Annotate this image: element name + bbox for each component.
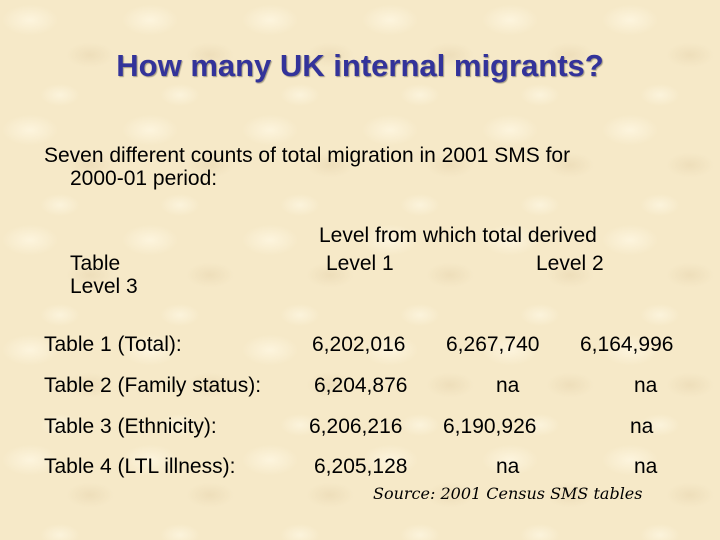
- row-3-level1: 6,190,926: [443, 415, 537, 438]
- row-2-level2: na: [634, 374, 658, 397]
- row-2-label: Table 2 (Family status):: [44, 374, 262, 397]
- row-2-level1: na: [496, 374, 520, 397]
- row-4-level3: 6,205,128: [314, 455, 408, 478]
- row-1-level3: 6,202,016: [312, 333, 406, 356]
- header-table: Table: [70, 252, 121, 275]
- row-4-level1: na: [496, 455, 520, 478]
- row-4-level2: na: [634, 455, 658, 478]
- row-3-level2: na: [630, 415, 654, 438]
- source-note: Source: 2001 Census SMS tables: [373, 484, 643, 503]
- header-level3: Level 3: [70, 275, 138, 298]
- header-level1: Level 1: [326, 252, 394, 275]
- row-4-label: Table 4 (LTL illness):: [44, 455, 236, 478]
- intro-line-1: Seven different counts of total migration in 2001 SMS for: [44, 144, 571, 167]
- header-derived: Level from which total derived: [319, 224, 597, 247]
- row-3-level3: 6,206,216: [309, 415, 403, 438]
- row-1-level2: 6,164,996: [580, 333, 674, 356]
- header-level2: Level 2: [536, 252, 604, 275]
- row-1-level1: 6,267,740: [446, 333, 540, 356]
- row-1-label: Table 1 (Total):: [44, 333, 182, 356]
- row-3-label: Table 3 (Ethnicity):: [44, 415, 217, 438]
- row-2-level3: 6,204,876: [314, 374, 408, 397]
- slide-title: How many UK internal migrants?: [116, 48, 604, 83]
- intro-line-2: 2000-01 period:: [70, 167, 218, 190]
